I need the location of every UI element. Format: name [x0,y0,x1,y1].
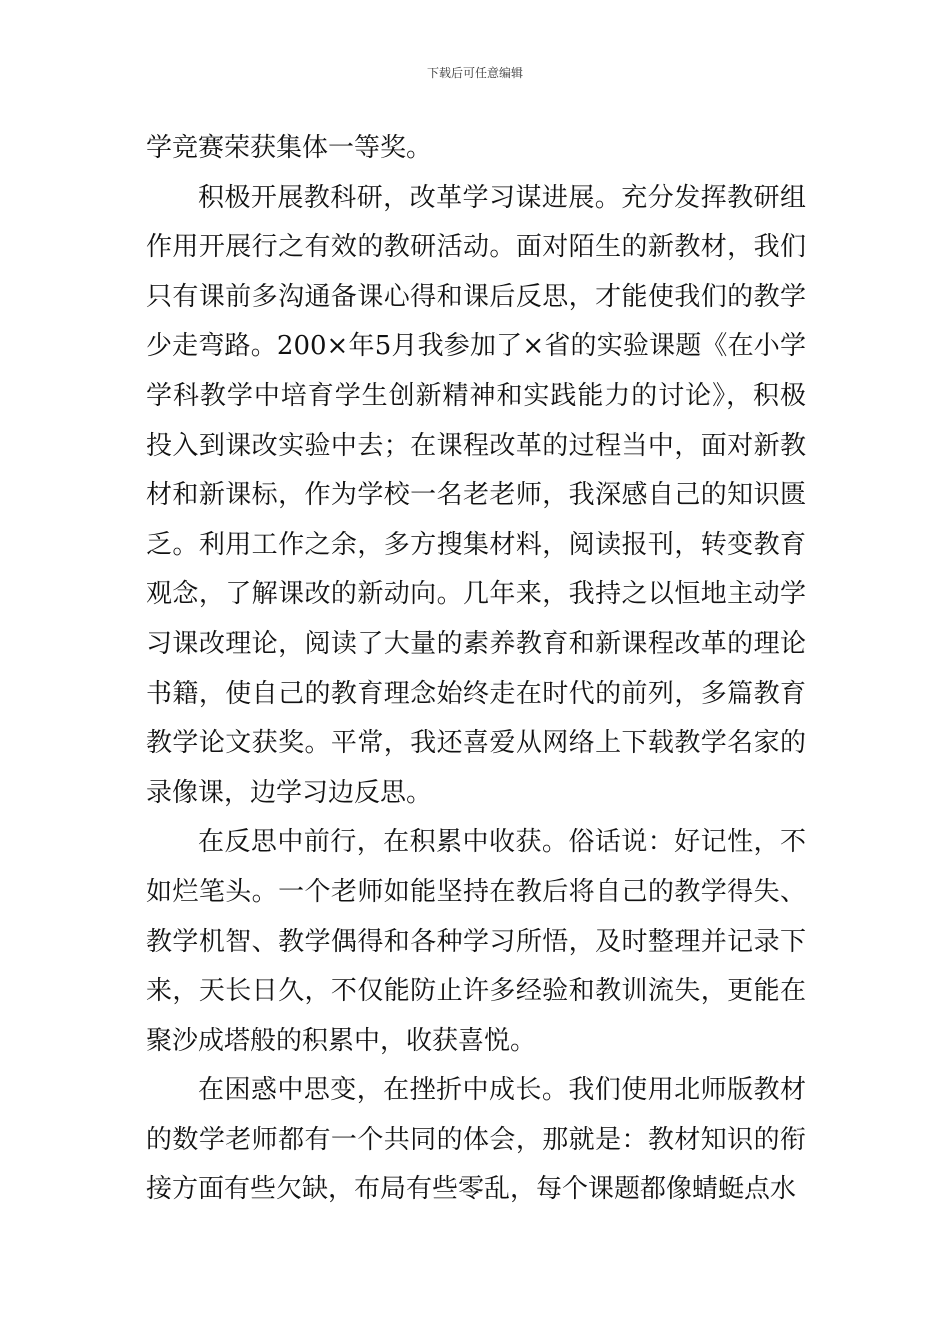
body-text [146,124,806,1215]
paragraph-research: 积极开展教科研，改革学习谋进展。充分发挥教研组作用开展行之有效的教研活动。面对陌生的新教材，我们只有课前多沟通备课心得和课后反思，才能使我们的教学少走弯路。200×年5月我参加了×省的实验课题《在小学学科教学中培育学生创新精神和实践能力的讨论》，积极投入到课改实验中去；在课程改革的过程当中，面对新教材和新课标，作为学校一名老老师，我深感自己的知识匮乏。利用工作之余，多方搜集材料，阅读报刊，转变教育观念，了解课改的新动向。几年来，我持之以恒地主动学习课改理论，阅读了大量的素养教育和新课程改革的理论书籍，使自己的教育理念始终走在时代的前列，多篇教育教学论文获奖。平常，我还喜爱从网络上下载教学名家的录像课，边学习边反思。 [146,182,806,808]
header-note: 下载后可任意编辑 [426,66,523,80]
paragraph-reflection: 在反思中前行，在积累中收获。俗话说：好记性，不如烂笔头。一个老师如能坚持在教后将自己的教学得失、教学机智、教学偶得和各种学习所悟，及时整理并记录下来，天长日久，不仅能防止许多经验和教训流失，更能在聚沙成塔般的积累中，收获喜悦。 [146,827,806,1056]
paragraph-growth: 在困惑中思变，在挫折中成长。我们使用北师版教材的数学老师都有一个共同的体会，那就是：教材知识的衔接方面有些欠缺，布局有些零乱，每个课题都像蜻蜓点水 [146,1075,806,1205]
paragraph-continuation: 学竞赛荣获集体一等奖。 [146,133,433,163]
